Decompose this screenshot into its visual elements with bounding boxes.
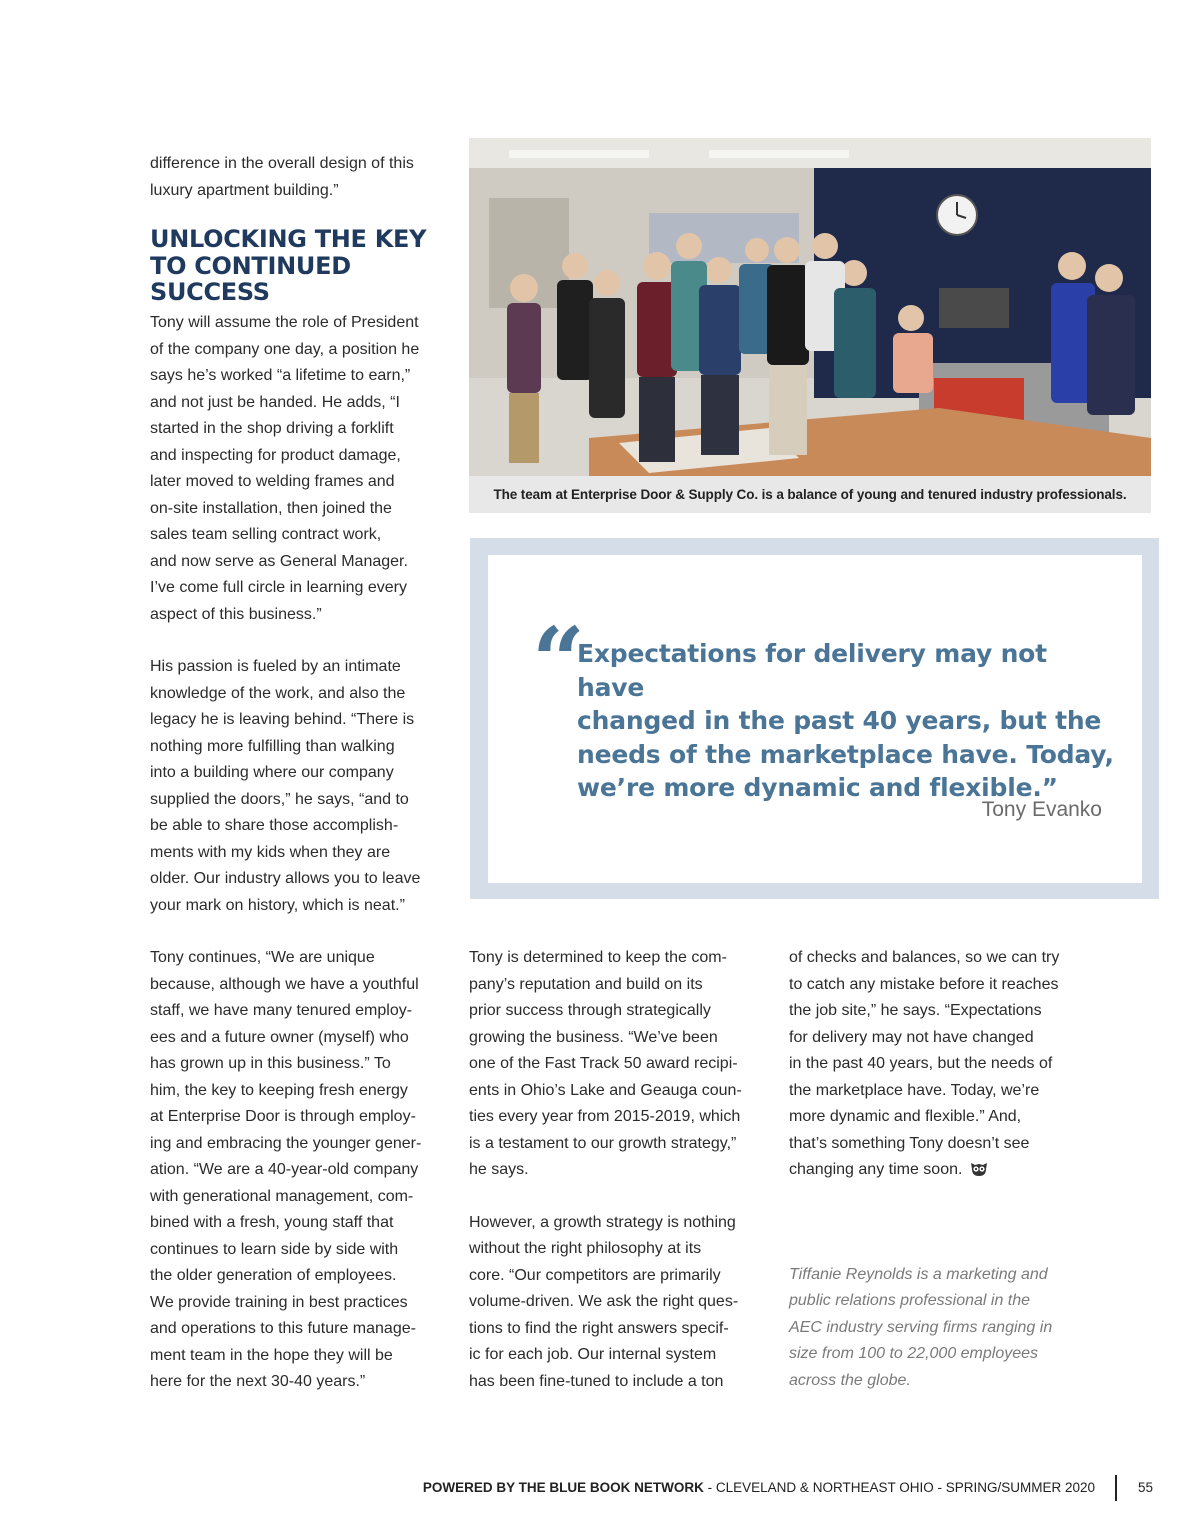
text-line: aspect of this business.” (150, 605, 322, 623)
quote-line: Expectations for delivery may not have (577, 639, 1047, 702)
text-line: volume-driven. We ask the right ques- (469, 1293, 739, 1310)
text-line: Tiffanie Reynolds is a marketing and (789, 1265, 1048, 1283)
footer-divider (1115, 1475, 1117, 1501)
text-line: is a testament to our growth strategy,” (469, 1134, 737, 1152)
text-line: However, a growth strategy is nothing (469, 1213, 736, 1231)
paragraph (469, 945, 752, 1184)
text-line: nothing more fulfilling than walking (150, 737, 395, 755)
author-bio (789, 1262, 1071, 1395)
pull-quote (488, 555, 1142, 883)
text-line: difference in the overall design of this (150, 155, 414, 172)
text-line: and now serve as General Manager. (150, 552, 408, 570)
text-line: into a building where our company (150, 764, 394, 781)
text-line: across the globe. (789, 1371, 911, 1389)
text-line: and not just be handed. He adds, “I (150, 393, 400, 411)
text-line: sales team selling contract work, (150, 526, 382, 543)
text-line: started in the shop driving a forklift (150, 420, 394, 437)
text-line: the older generation of employees. (150, 1267, 397, 1284)
quote-author: Tony Evanko (981, 798, 1102, 821)
text-line: later moved to welding frames and (150, 473, 395, 490)
text-line: We provide training in best practices (150, 1293, 408, 1311)
right-column (789, 945, 1071, 1394)
text-line: in the past 40 years, but the needs of (789, 1055, 1053, 1072)
text-line: ees and a future owner (myself) who (150, 1028, 409, 1046)
text-line: growing the business. “We’ve been (469, 1028, 718, 1046)
text-line: he says. (469, 1161, 529, 1178)
text-line: prior success through strategically (469, 1002, 711, 1019)
text-line: ing and embracing the younger gener- (150, 1134, 422, 1152)
text-line: says he’s worked “a lifetime to earn,” (150, 367, 411, 384)
text-line: ties every year from 2015-2019, which (469, 1108, 741, 1125)
text-line: more dynamic and flexible.” And, (789, 1108, 1022, 1125)
text-line: supplied the doors,” he says, “and to (150, 790, 409, 808)
text-line: staff, we have many tenured employ- (150, 1002, 413, 1019)
text-line: Tony continues, “We are unique (150, 949, 375, 966)
text-line: of the company one day, a position he (150, 340, 420, 358)
quote-line: we’re more dynamic and flexible.” (577, 773, 1058, 802)
text-line: Tony is determined to keep the com- (469, 949, 727, 966)
text-line: has grown up in this business.” To (150, 1055, 391, 1072)
text-line: your mark on history, which is neat.” (150, 896, 405, 914)
text-line: because, although we have a youthful (150, 975, 419, 993)
text-line: core. “Our competitors are primarily (469, 1266, 721, 1284)
text-line: ment team in the hope they will be (150, 1346, 393, 1364)
text-line: luxury apartment building.” (150, 181, 339, 199)
quote-line: changed in the past 40 years, but the (577, 706, 1102, 735)
text-line: on-site installation, then joined the (150, 499, 392, 517)
text-line: continues to learn side by side with (150, 1240, 399, 1258)
text-line: size from 100 to 22,000 employees (789, 1345, 1039, 1362)
heading-line: UNLOCKING THE KEY (150, 225, 427, 253)
text-line: him, the key to keeping fresh energy (150, 1081, 408, 1099)
footer-edition: - CLEVELAND & NORTHEAST OHIO - SPRING/SUMMER 2020 (703, 1480, 1095, 1495)
paragraph (469, 1210, 752, 1396)
text-line (789, 1157, 1071, 1184)
left-column-intro (150, 151, 433, 204)
pull-quote-text (577, 637, 1122, 805)
text-line: has been fine-tuned to include a ton (469, 1372, 724, 1390)
section-heading (150, 226, 450, 306)
text-line: and inspecting for product damage, (150, 446, 401, 464)
text-line: that’s something Tony doesn’t see (789, 1134, 1030, 1152)
text-line: His passion is fueled by an intimate (150, 658, 401, 675)
middle-column (469, 945, 752, 1395)
page-footer (423, 1478, 1095, 1498)
text-line: of checks and balances, so we can try (789, 949, 1060, 966)
text-line: tions to find the right answers specif- (469, 1319, 729, 1337)
text-line: ic for each job. Our internal system (469, 1346, 717, 1363)
text-line: Tony will assume the role of President (150, 314, 419, 331)
paragraph (150, 310, 433, 628)
text-line: pany’s reputation and build on its (469, 975, 703, 993)
heading-line: SUCCESS (150, 278, 270, 306)
paragraph (789, 945, 1071, 1184)
page-number: 55 (1138, 1480, 1154, 1495)
text-line: public relations professional in the (789, 1292, 1031, 1309)
quote-mark-icon: “ (532, 607, 585, 715)
text-line: and operations to this future manage- (150, 1320, 416, 1337)
text-line: ation. “We are a 40-year-old company (150, 1161, 419, 1178)
paragraph (150, 654, 433, 919)
heading-line: TO CONTINUED (150, 251, 351, 280)
text-line: for delivery may not have changed (789, 1028, 1034, 1046)
photo-caption: The team at Enterprise Door & Supply Co. is a balance of young and tenured industry professionals. (469, 476, 1151, 513)
text-line: the marketplace have. Today, we’re (789, 1081, 1040, 1099)
text-line: with generational management, com- (150, 1187, 414, 1205)
text-line: AEC industry serving firms ranging in (789, 1318, 1053, 1336)
text-fragment: changing any time soon. (789, 1161, 963, 1178)
team-photo-image (469, 138, 1151, 476)
text-line: the job site,” he says. “Expectations (789, 1002, 1042, 1019)
footer-brand: POWERED BY THE BLUE BOOK NETWORK (422, 1480, 704, 1495)
text-line: legacy he is leaving behind. “There is (150, 711, 415, 728)
quote-line: needs of the marketplace have. Today, (577, 739, 1114, 769)
owl-end-icon (969, 1161, 989, 1177)
text-line: without the right philosophy at its (469, 1240, 702, 1257)
pull-quote-frame (470, 538, 1159, 899)
left-column-body (150, 310, 433, 1396)
text-line: older. Our industry allows you to leave (150, 870, 421, 887)
text-line: bined with a fresh, young staff that (150, 1214, 394, 1231)
text-line: ents in Ohio’s Lake and Geauga coun- (469, 1081, 742, 1099)
text-line: here for the next 30-40 years.” (150, 1373, 366, 1390)
text-line: at Enterprise Door is through employ- (150, 1108, 416, 1125)
text-line: be able to share those accomplish- (150, 817, 399, 834)
text-line: to catch any mistake before it reaches (789, 975, 1059, 993)
text-line: I’ve come full circle in learning every (150, 579, 407, 596)
text-line: one of the Fast Track 50 award recipi- (469, 1055, 738, 1072)
team-photo (469, 138, 1151, 513)
paragraph (150, 945, 433, 1396)
text-line: knowledge of the work, and also the (150, 684, 406, 702)
text-line: ments with my kids when they are (150, 843, 391, 861)
